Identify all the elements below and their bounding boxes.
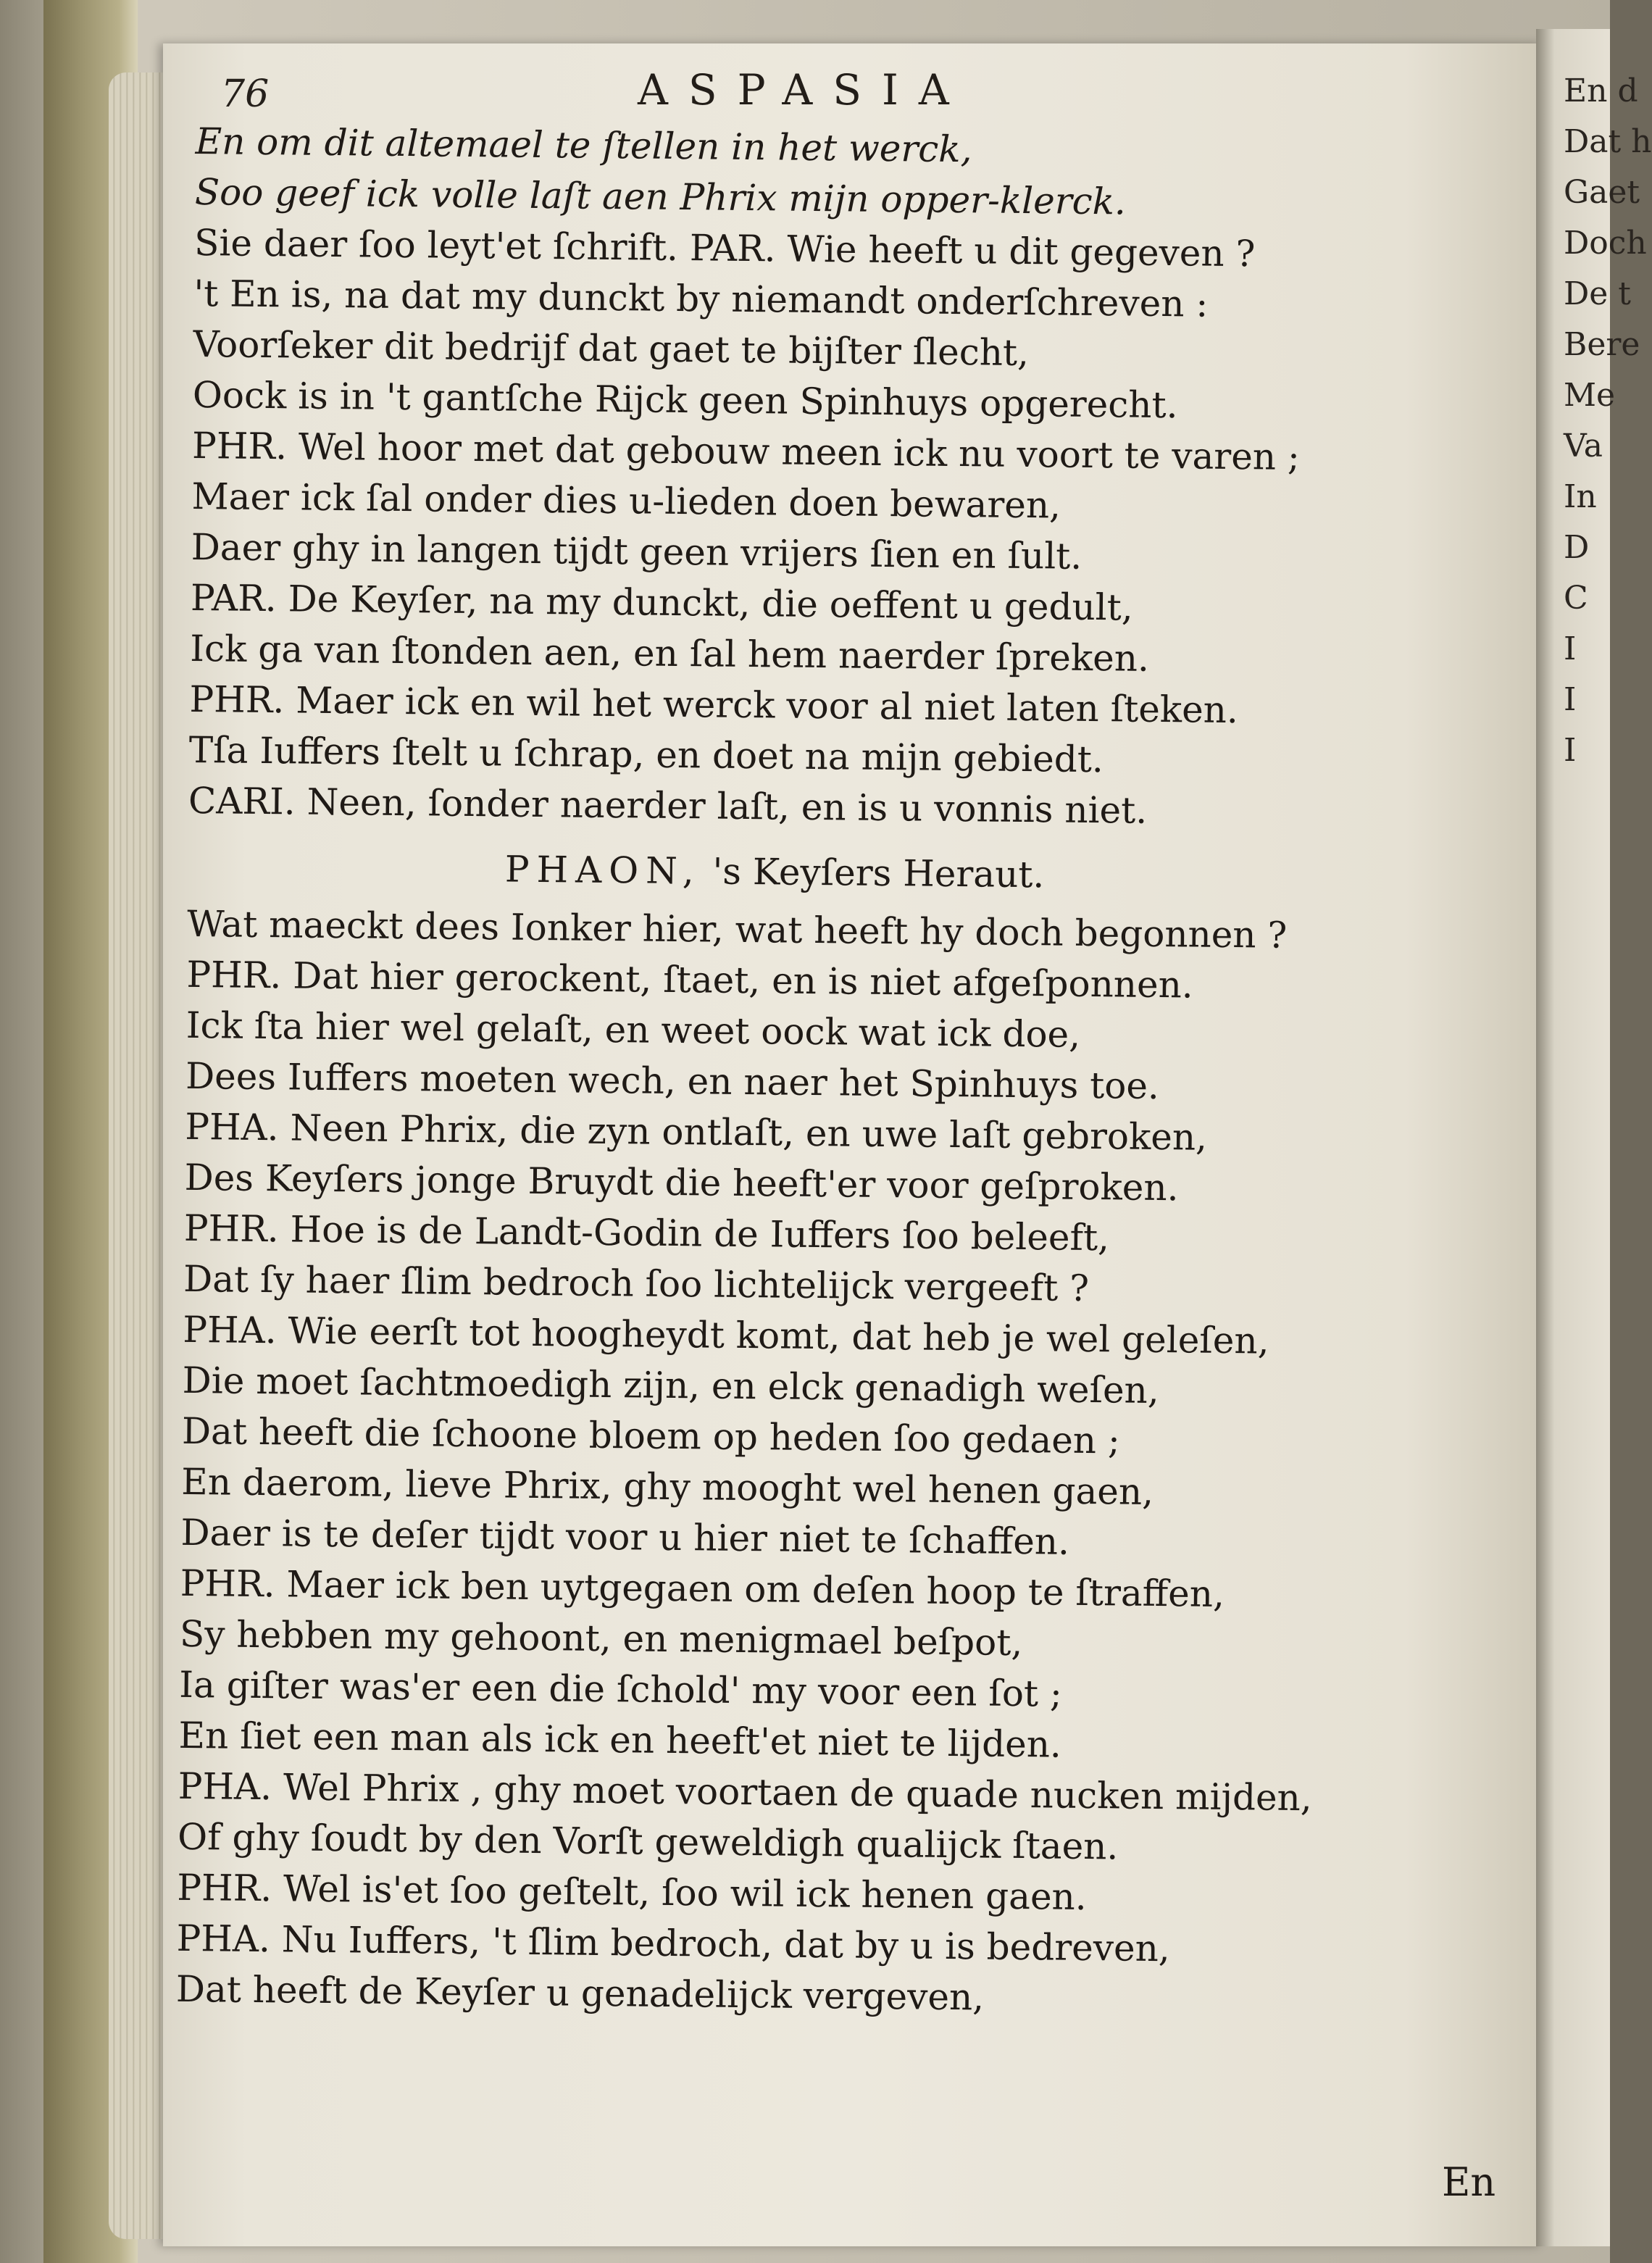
verse-line: PHR. Maer ick en wil het werck voor al niet laten ſteken.: [189, 678, 1239, 732]
verse-line: Sie daer ſoo leyt'et ſchrift. PAR. Wie heeft u dit gegeven ?: [193, 221, 1256, 275]
facing-page-fragment: I: [1564, 630, 1577, 667]
facing-page-fragment: In: [1564, 478, 1597, 515]
verse-line: PHR. Dat hier gerockent, ſtaet, en is niet afgeſponnen.: [186, 953, 1194, 1007]
facing-page-edge: [1536, 29, 1652, 2246]
facing-page-fragment: C: [1564, 580, 1588, 617]
verse-line: CARI. Neen, ſonder naerder laſt, en is u vonnis niet.: [188, 779, 1148, 832]
facing-page-fragment: I: [1564, 732, 1577, 769]
verse-line: En om dit altemael te ſtellen in het werck,: [195, 120, 972, 171]
verse-line: En daerom, lieve Phrix, ghy mooght wel henen gaen,: [180, 1460, 1154, 1513]
page-number: 76: [221, 72, 270, 116]
facing-page-fragment: D: [1564, 529, 1590, 566]
catchword: En: [1442, 2159, 1496, 2205]
facing-page-fragment: Doch: [1564, 225, 1647, 262]
facing-page-fragment: Me: [1564, 377, 1616, 414]
verse-line: Dat heeft de Keyſer u genadelijck vergeven,: [175, 1967, 985, 2019]
verse-block-before: [188, 116, 1514, 840]
verse-line: PHA. Wel Phrix , ghy moet voortaen de quade nucken mijden,: [178, 1764, 1313, 1820]
facing-page-fragment: De t: [1564, 275, 1631, 312]
verse-block-after: [176, 899, 1506, 2028]
verse-line: Wat maeckt dees Ionker hier, wat heeft hy doch begonnen ?: [187, 902, 1288, 957]
verse-line: 't En is, na dat my dunckt by niemandt onderſchreven :: [193, 272, 1209, 325]
verse-line: PAR. De Keyſer, na my dunckt, die oeffent u gedult,: [190, 576, 1133, 629]
verse-line: PHA. Neen Phrix, die zyn ontlaſt, en uwe laſt gebroken,: [185, 1105, 1208, 1159]
verse-line: Ia giſter was'er een die ſchold' my voor een ſot ;: [179, 1663, 1063, 1715]
verse-line: Dat heeft die ſchoone bloem op heden ſoo gedaen ;: [181, 1409, 1121, 1462]
verse-line: Die moet ſachtmoedigh zijn, en elck genadigh weſen,: [182, 1359, 1160, 1412]
verse-line: Tſa Iuffers ſtelt u ſchrap, en doet na mijn gebiedt.: [188, 728, 1104, 781]
verse-line: Voorſeker dit bedrijf dat gaet te bijſter ſlecht,: [193, 322, 1030, 375]
verse-line: PHR. Maer ick ben uytgegaen om deſen hoop te ſtraffen,: [180, 1562, 1225, 1615]
verse-line: Dat ſy haer ſlim bedroch ſoo lichtelijck vergeeft ?: [183, 1257, 1090, 1309]
facing-page-fragment: Va: [1564, 428, 1603, 464]
verse-line: Of ghy ſoudt by den Vorſt geweldigh qualijck ſtaen.: [177, 1815, 1119, 1868]
verse-line: PHR. Wel hoor met dat gebouw meen ick nu voort te varen ;: [191, 424, 1301, 478]
scene-heading-role: 's Keyſers Heraut.: [712, 850, 1045, 896]
verse-line: PHA. Nu Iuffers, 't ſlim bedroch, dat by u is bedreven,: [176, 1917, 1171, 1970]
facing-page-fragment: I: [1564, 681, 1577, 718]
verse-line: Des Keyſers jonge Bruydt die heeft'er voor geſproken.: [184, 1156, 1179, 1209]
scene-heading-name: PHAON,: [504, 848, 701, 893]
facing-page-fragment: Bere: [1564, 326, 1640, 363]
verse-line: Soo geef ick volle laſt aen Phrix mijn opper-klerck.: [194, 170, 1127, 223]
scene-heading: [188, 826, 1507, 912]
verse-line: Ick ſta hier wel gelaſt, en weet oock wat ick doe,: [185, 1004, 1081, 1056]
verse-line: Ick ga van ſtonden aen, en ſal hem naerder ſpreken.: [189, 627, 1150, 680]
verse-line: Daer is te deſer tijdt voor u hier niet te ſchaffen.: [180, 1511, 1070, 1563]
verse-line: PHR. Wel is'et ſoo geſtelt, ſoo wil ick henen gaen.: [177, 1866, 1087, 1919]
facing-page-fragment: Gaet: [1564, 174, 1640, 211]
facing-page-fragment: En d: [1564, 72, 1638, 109]
verse-line: Sy hebben my gehoont, en menigmael beſpot,: [179, 1612, 1023, 1664]
verse-text: [176, 116, 1514, 2028]
verse-line: PHA. Wie eerſt tot hoogheydt komt, dat heb je wel geleſen,: [183, 1308, 1269, 1362]
verse-line: En ſiet een man als ick en heeft'et niet te lijden.: [178, 1714, 1062, 1766]
facing-page-fragment: Dat h: [1564, 123, 1652, 160]
verse-line: Dees Iuffers moeten wech, en naer het Spinhuys toe.: [185, 1054, 1160, 1107]
verse-line: Daer ghy in langen tijdt geen vrijers ſien en ſult.: [191, 525, 1082, 578]
running-title: ASPASIA: [638, 65, 969, 114]
verse-line: PHR. Hoe is de Landt-Godin de Iuffers ſoo beleeft,: [183, 1206, 1110, 1259]
verse-line: Oock is in 't gantſche Rijck geen Spinhuys opgerecht.: [192, 373, 1178, 427]
verse-line: Maer ick ſal onder dies u-lieden doen bewaren,: [191, 475, 1061, 527]
